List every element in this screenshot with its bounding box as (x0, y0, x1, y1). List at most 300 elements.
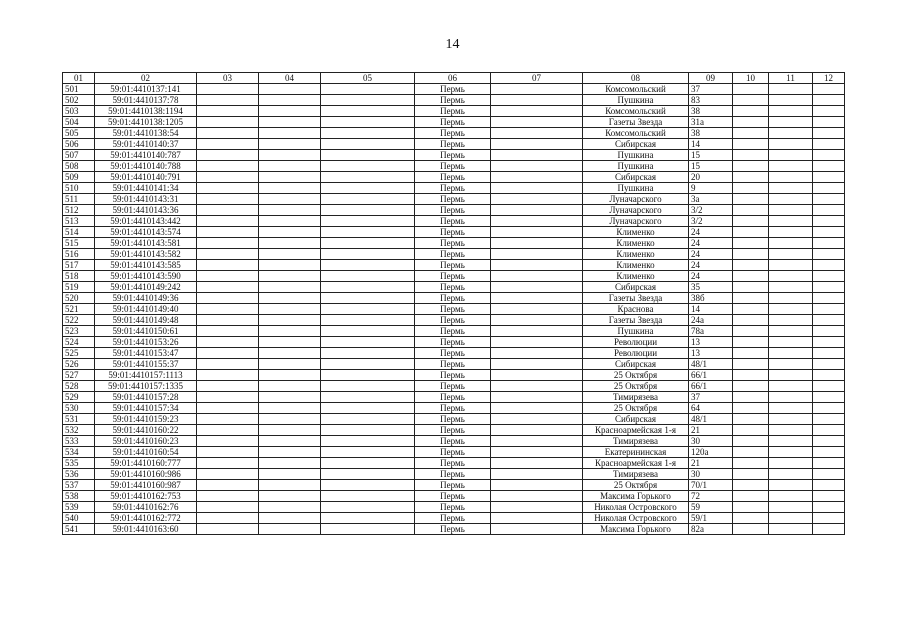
table-row (63, 436, 845, 447)
row-number: 514 (63, 227, 95, 238)
empty-cell (197, 359, 259, 370)
street-cell: Екатерининская (583, 447, 689, 458)
empty-cell (813, 205, 845, 216)
empty-cell (813, 381, 845, 392)
empty-cell (321, 282, 415, 293)
city-cell: Пермь (415, 95, 491, 106)
house-number-cell: 15 (689, 161, 733, 172)
row-number: 504 (63, 117, 95, 128)
empty-cell (813, 447, 845, 458)
cadastral-number: 59:01:4410138:1194 (95, 106, 197, 117)
city-cell: Пермь (415, 117, 491, 128)
empty-cell (813, 216, 845, 227)
cadastral-number: 59:01:4410143:581 (95, 238, 197, 249)
street-cell: Краснова (583, 304, 689, 315)
empty-cell (813, 194, 845, 205)
city-cell: Пермь (415, 348, 491, 359)
street-cell: Луначарского (583, 194, 689, 205)
empty-cell (491, 370, 583, 381)
empty-cell (769, 227, 813, 238)
city-cell: Пермь (415, 447, 491, 458)
empty-cell (491, 348, 583, 359)
empty-cell (321, 249, 415, 260)
empty-cell (813, 161, 845, 172)
row-number: 529 (63, 392, 95, 403)
empty-cell (769, 84, 813, 95)
city-cell: Пермь (415, 205, 491, 216)
row-number: 534 (63, 447, 95, 458)
empty-cell (769, 469, 813, 480)
house-number-cell: 20 (689, 172, 733, 183)
empty-cell (733, 194, 769, 205)
empty-cell (769, 491, 813, 502)
empty-cell (813, 172, 845, 183)
cadastral-number: 59:01:4410157:34 (95, 403, 197, 414)
house-number-cell: 21 (689, 458, 733, 469)
empty-cell (197, 425, 259, 436)
cadastral-number: 59:01:4410160:22 (95, 425, 197, 436)
table-row (63, 524, 845, 535)
row-number: 515 (63, 238, 95, 249)
empty-cell (491, 194, 583, 205)
empty-cell (491, 436, 583, 447)
row-number: 522 (63, 315, 95, 326)
empty-cell (197, 348, 259, 359)
empty-cell (813, 304, 845, 315)
empty-cell (769, 502, 813, 513)
empty-cell (769, 392, 813, 403)
row-number: 505 (63, 128, 95, 139)
cadastral-number: 59:01:4410149:36 (95, 293, 197, 304)
empty-cell (813, 491, 845, 502)
table-row (63, 249, 845, 260)
table-row (63, 502, 845, 513)
empty-cell (259, 392, 321, 403)
empty-cell (733, 238, 769, 249)
empty-cell (491, 205, 583, 216)
cadastral-number: 59:01:4410162:753 (95, 491, 197, 502)
street-cell: Комсомольский (583, 128, 689, 139)
empty-cell (813, 139, 845, 150)
empty-cell (259, 359, 321, 370)
cadastral-number: 59:01:4410162:772 (95, 513, 197, 524)
empty-cell (321, 469, 415, 480)
empty-cell (769, 117, 813, 128)
house-number-cell: 38б (689, 293, 733, 304)
street-cell: Пушкина (583, 95, 689, 106)
empty-cell (491, 447, 583, 458)
empty-cell (813, 524, 845, 535)
city-cell: Пермь (415, 194, 491, 205)
empty-cell (259, 458, 321, 469)
empty-cell (491, 403, 583, 414)
row-number: 527 (63, 370, 95, 381)
empty-cell (197, 414, 259, 425)
row-number: 523 (63, 326, 95, 337)
empty-cell (769, 216, 813, 227)
empty-cell (733, 436, 769, 447)
house-number-cell: 13 (689, 348, 733, 359)
empty-cell (491, 359, 583, 370)
empty-cell (813, 128, 845, 139)
city-cell: Пермь (415, 216, 491, 227)
empty-cell (197, 315, 259, 326)
column-header-05: 05 (321, 73, 415, 84)
cadastral-number: 59:01:4410163:60 (95, 524, 197, 535)
empty-cell (733, 139, 769, 150)
street-cell: Сибирская (583, 359, 689, 370)
empty-cell (197, 128, 259, 139)
street-cell: Николая Островского (583, 513, 689, 524)
cadastral-number: 59:01:4410149:40 (95, 304, 197, 315)
house-number-cell: 24 (689, 249, 733, 260)
empty-cell (259, 524, 321, 535)
empty-cell (733, 458, 769, 469)
empty-cell (769, 271, 813, 282)
table-row (63, 447, 845, 458)
empty-cell (733, 348, 769, 359)
empty-cell (491, 425, 583, 436)
city-cell: Пермь (415, 315, 491, 326)
empty-cell (491, 414, 583, 425)
empty-cell (197, 161, 259, 172)
empty-cell (733, 392, 769, 403)
empty-cell (813, 84, 845, 95)
empty-cell (321, 315, 415, 326)
street-cell: Комсомольский (583, 106, 689, 117)
empty-cell (491, 524, 583, 535)
empty-cell (491, 271, 583, 282)
cadastral-number: 59:01:4410153:26 (95, 337, 197, 348)
table-row (63, 414, 845, 425)
cadastral-number: 59:01:4410138:54 (95, 128, 197, 139)
row-number: 508 (63, 161, 95, 172)
city-cell: Пермь (415, 392, 491, 403)
empty-cell (321, 337, 415, 348)
table-row (63, 359, 845, 370)
house-number-cell: 70/1 (689, 480, 733, 491)
empty-cell (321, 370, 415, 381)
city-cell: Пермь (415, 524, 491, 535)
cadastral-number: 59:01:4410143:31 (95, 194, 197, 205)
empty-cell (491, 150, 583, 161)
street-cell: 25 Октября (583, 480, 689, 491)
street-cell: Максима Горького (583, 524, 689, 535)
street-cell: Сибирская (583, 139, 689, 150)
street-cell: Тимирязева (583, 469, 689, 480)
house-number-cell: 64 (689, 403, 733, 414)
empty-cell (491, 337, 583, 348)
cadastral-number: 59:01:4410155:37 (95, 359, 197, 370)
street-cell: Клименко (583, 227, 689, 238)
empty-cell (733, 260, 769, 271)
table-row (63, 216, 845, 227)
table-row (63, 513, 845, 524)
city-cell: Пермь (415, 480, 491, 491)
cadastral-number: 59:01:4410160:986 (95, 469, 197, 480)
city-cell: Пермь (415, 502, 491, 513)
cadastral-number: 59:01:4410141:34 (95, 183, 197, 194)
cadastral-number: 59:01:4410157:28 (95, 392, 197, 403)
cadastral-number: 59:01:4410150:61 (95, 326, 197, 337)
empty-cell (259, 249, 321, 260)
empty-cell (321, 491, 415, 502)
house-number-cell: 48/1 (689, 414, 733, 425)
empty-cell (491, 95, 583, 106)
empty-cell (769, 436, 813, 447)
empty-cell (197, 139, 259, 150)
empty-cell (321, 84, 415, 95)
street-cell: Максима Горького (583, 491, 689, 502)
house-number-cell: 59/1 (689, 513, 733, 524)
city-cell: Пермь (415, 469, 491, 480)
empty-cell (321, 183, 415, 194)
empty-cell (769, 315, 813, 326)
empty-cell (259, 227, 321, 238)
city-cell: Пермь (415, 249, 491, 260)
cadastral-number: 59:01:4410149:242 (95, 282, 197, 293)
street-cell: Тимирязева (583, 392, 689, 403)
empty-cell (197, 194, 259, 205)
empty-cell (197, 403, 259, 414)
house-number-cell: 66/1 (689, 370, 733, 381)
row-number: 502 (63, 95, 95, 106)
empty-cell (197, 271, 259, 282)
empty-cell (491, 183, 583, 194)
empty-cell (769, 337, 813, 348)
street-cell: Революции (583, 337, 689, 348)
empty-cell (197, 95, 259, 106)
street-cell: 25 Октября (583, 370, 689, 381)
row-number: 528 (63, 381, 95, 392)
row-number: 509 (63, 172, 95, 183)
city-cell: Пермь (415, 150, 491, 161)
city-cell: Пермь (415, 337, 491, 348)
empty-cell (321, 447, 415, 458)
street-cell: Пушкина (583, 183, 689, 194)
column-header-01: 01 (63, 73, 95, 84)
house-number-cell: 24 (689, 238, 733, 249)
empty-cell (259, 304, 321, 315)
table-row (63, 183, 845, 194)
table-row (63, 271, 845, 282)
row-number: 507 (63, 150, 95, 161)
empty-cell (733, 524, 769, 535)
empty-cell (259, 469, 321, 480)
house-number-cell: 78а (689, 326, 733, 337)
cadastral-number: 59:01:4410140:787 (95, 150, 197, 161)
street-cell: Пушкина (583, 161, 689, 172)
empty-cell (197, 381, 259, 392)
street-cell: 25 Октября (583, 381, 689, 392)
table-body (63, 84, 845, 535)
empty-cell (813, 227, 845, 238)
city-cell: Пермь (415, 304, 491, 315)
empty-cell (321, 128, 415, 139)
empty-cell (197, 458, 259, 469)
house-number-cell: 37 (689, 84, 733, 95)
table-row (63, 425, 845, 436)
city-cell: Пермь (415, 458, 491, 469)
empty-cell (491, 491, 583, 502)
empty-cell (197, 326, 259, 337)
table-row (63, 172, 845, 183)
empty-cell (321, 161, 415, 172)
row-number: 511 (63, 194, 95, 205)
empty-cell (769, 95, 813, 106)
empty-cell (197, 106, 259, 117)
empty-cell (733, 491, 769, 502)
empty-cell (321, 480, 415, 491)
empty-cell (259, 238, 321, 249)
empty-cell (321, 392, 415, 403)
empty-cell (769, 513, 813, 524)
empty-cell (197, 513, 259, 524)
table-row (63, 326, 845, 337)
street-cell: Клименко (583, 260, 689, 271)
empty-cell (813, 414, 845, 425)
table-row (63, 106, 845, 117)
empty-cell (733, 117, 769, 128)
empty-cell (197, 491, 259, 502)
empty-cell (769, 172, 813, 183)
house-number-cell: 3/2 (689, 205, 733, 216)
empty-cell (259, 282, 321, 293)
table-row (63, 348, 845, 359)
house-number-cell: 24 (689, 271, 733, 282)
empty-cell (813, 249, 845, 260)
empty-cell (491, 392, 583, 403)
column-header-12: 12 (813, 73, 845, 84)
cadastral-number: 59:01:4410140:37 (95, 139, 197, 150)
row-number: 531 (63, 414, 95, 425)
street-cell: Революции (583, 348, 689, 359)
empty-cell (769, 249, 813, 260)
city-cell: Пермь (415, 370, 491, 381)
empty-cell (769, 293, 813, 304)
empty-cell (259, 194, 321, 205)
house-number-cell: 14 (689, 139, 733, 150)
empty-cell (491, 502, 583, 513)
empty-cell (197, 260, 259, 271)
empty-cell (491, 381, 583, 392)
empty-cell (813, 513, 845, 524)
table-row (63, 150, 845, 161)
empty-cell (769, 359, 813, 370)
house-number-cell: 120а (689, 447, 733, 458)
empty-cell (259, 293, 321, 304)
empty-cell (813, 183, 845, 194)
empty-cell (491, 128, 583, 139)
house-number-cell: 24 (689, 227, 733, 238)
house-number-cell: 59 (689, 502, 733, 513)
empty-cell (733, 502, 769, 513)
empty-cell (321, 359, 415, 370)
table-row (63, 84, 845, 95)
row-number: 532 (63, 425, 95, 436)
house-number-cell: 72 (689, 491, 733, 502)
empty-cell (321, 260, 415, 271)
empty-cell (197, 150, 259, 161)
row-number: 513 (63, 216, 95, 227)
row-number: 512 (63, 205, 95, 216)
city-cell: Пермь (415, 260, 491, 271)
house-number-cell: 66/1 (689, 381, 733, 392)
empty-cell (321, 381, 415, 392)
empty-cell (733, 84, 769, 95)
empty-cell (813, 370, 845, 381)
empty-cell (733, 326, 769, 337)
city-cell: Пермь (415, 172, 491, 183)
empty-cell (197, 216, 259, 227)
empty-cell (321, 194, 415, 205)
empty-cell (259, 381, 321, 392)
empty-cell (197, 205, 259, 216)
empty-cell (259, 271, 321, 282)
street-cell: Красноармейская 1-я (583, 425, 689, 436)
empty-cell (491, 315, 583, 326)
empty-cell (259, 84, 321, 95)
house-number-cell: 14 (689, 304, 733, 315)
empty-cell (733, 447, 769, 458)
empty-cell (491, 216, 583, 227)
empty-cell (769, 480, 813, 491)
row-number: 524 (63, 337, 95, 348)
empty-cell (197, 502, 259, 513)
empty-cell (197, 370, 259, 381)
empty-cell (733, 381, 769, 392)
empty-cell (769, 304, 813, 315)
empty-cell (769, 524, 813, 535)
empty-cell (197, 249, 259, 260)
street-cell: Комсомольский (583, 84, 689, 95)
cadastral-number: 59:01:4410137:141 (95, 84, 197, 95)
empty-cell (491, 469, 583, 480)
empty-cell (813, 117, 845, 128)
street-cell: Николая Островского (583, 502, 689, 513)
empty-cell (813, 403, 845, 414)
empty-cell (197, 172, 259, 183)
empty-cell (259, 414, 321, 425)
house-number-cell: 31а (689, 117, 733, 128)
empty-cell (733, 227, 769, 238)
empty-cell (197, 84, 259, 95)
empty-cell (813, 469, 845, 480)
empty-cell (259, 205, 321, 216)
city-cell: Пермь (415, 271, 491, 282)
empty-cell (733, 216, 769, 227)
empty-cell (733, 183, 769, 194)
empty-cell (733, 150, 769, 161)
house-number-cell: 3/2 (689, 216, 733, 227)
empty-cell (813, 238, 845, 249)
empty-cell (321, 348, 415, 359)
row-number: 535 (63, 458, 95, 469)
empty-cell (259, 95, 321, 106)
empty-cell (813, 293, 845, 304)
street-cell: Красноармейская 1-я (583, 458, 689, 469)
table-row (63, 117, 845, 128)
empty-cell (321, 414, 415, 425)
cadastral-number: 59:01:4410143:590 (95, 271, 197, 282)
empty-cell (733, 359, 769, 370)
empty-cell (259, 315, 321, 326)
table-row (63, 282, 845, 293)
empty-cell (259, 260, 321, 271)
cadastral-number: 59:01:4410137:78 (95, 95, 197, 106)
table-row (63, 337, 845, 348)
house-number-cell: 13 (689, 337, 733, 348)
